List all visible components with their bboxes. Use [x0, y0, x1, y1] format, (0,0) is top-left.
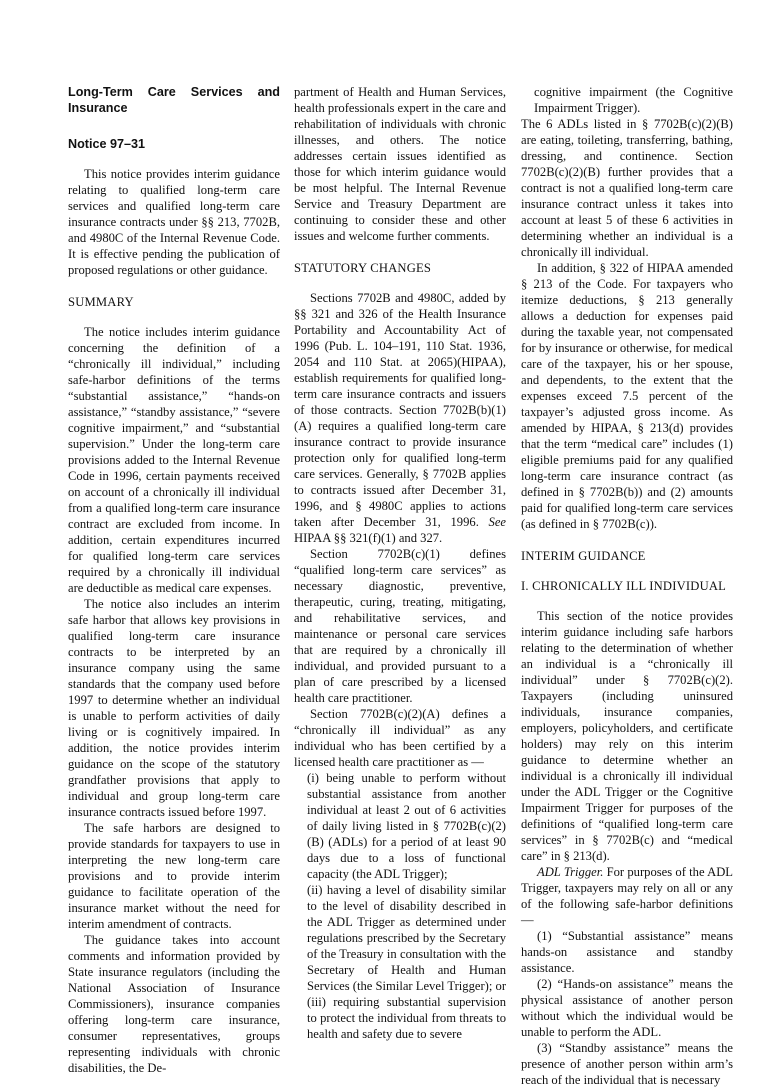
definition: (2) “Hands-on assistance” means the physical assistance of another person without which the individual would be unable to perform the ADL.: [521, 977, 733, 1039]
definition: (3) “Standby assistance” means the presence of another person within arm’s reach of the individual that is necessary: [521, 1041, 733, 1087]
paragraph: The notice also includes an interim safe harbor that allows key provisions in qualified long-term care insurance contracts to be interpreted by an insurance company using the same standards that the company used before 1997 to determine whether an individual is unable to perform activities of daily living or is cognitively impaired. In addition, the notice provides interim guidance on the scope of the statutory grandfather provisions that apply to individual and group long-term care insurance contracts issued before 1997.: [68, 597, 280, 819]
section-heading-interim-guidance: INTERIM GUIDANCE: [521, 549, 646, 563]
run-in-heading: ADL Trigger.: [537, 865, 604, 879]
paragraph: Section 7702B(c)(1) defines “qualified long-term care services” as necessary diagnostic, preventive, therapeutic, curing, treating, mitigating, and rehabilitative services, and maintenance or personal care services that are required by a chronically ill individual, and provided pursuant to a plan of care prescribed by a licensed health care practitioner.: [294, 547, 506, 705]
list-item: (ii) having a level of disability similar to the level of disability described in the ADL Trigger as determined under regulations prescribed by the Secretary of the Treasury in consultation with the Secretary of Health and Human Services (the Similar Level Trigger); or: [307, 883, 507, 993]
paragraph: The 6 ADLs listed in § 7702B(c)(2)(B) are eating, toileting, transferring, bathing, dressing, and continence. Section 7702B(c)(2)(B) further provides that a contract is not a qualified long-term care insurance contract unless it takes into account at least 5 of these 6 activities in determining whether an individual is a chronically ill individual.: [521, 117, 733, 259]
paragraph: Section 7702B(c)(2)(A) defines a “chronically ill individual” as any individual who has been certified by a licensed health care practitioner as —: [294, 707, 506, 769]
paragraph: [521, 864, 733, 928]
paragraph: [294, 290, 506, 546]
section-heading-statutory-changes: STATUTORY CHANGES: [294, 261, 432, 275]
notice-number: Notice 97–31: [68, 137, 146, 151]
citation-signal: See: [488, 515, 506, 529]
paragraph-text: For purposes of the ADL Trigger, taxpayers may rely on all or any of the following safe-harbor definitions —: [521, 865, 733, 927]
paragraph: In addition, § 322 of HIPAA amended § 213 of the Code. For taxpayers who itemize deductions, § 213 generally allows a deduction for expenses paid during the taxable year, not compensated for by insurance or otherwise, for medical care of the taxpayer, his or her spouse, and dependents, to the extent that the expenses exceed 7.5 percent of the taxpayer’s adjusted gross income. As amended by HIPAA, § 213(d) provides that the term “medical care” includes (1) eligible premiums paid for any qualified long-term care insurance contract (as defined in § 7702B(b)) and (2) amounts paid for qualified long-term care services (as defined in § 7702B(c)).: [521, 261, 733, 531]
list-item: (iii) requiring substantial supervision to protect the individual from threats to health and safety due to severe: [307, 995, 506, 1041]
paragraph-text: Sections 7702B and 4980C, added by §§ 321 and 326 of the Health Insurance Portability and Accountability Act of 1996 (Pub. L. 104–191, 110 Stat. 1936, 2054 and 110 Stat. at 2065)(HIPAA), establish requirements for qualified long-term care insurance contracts and issuers of those contracts. Section 7702B(b)(1)(A) requires a qualified long-term care insurance contract to provide insurance protection only for qualified long-term care services. Generally, § 7702B applies to contracts issued after December 31, 1996, and § 4980C applies to actions taken after December 31, 1996.: [294, 291, 506, 529]
paragraph-text: HIPAA §§ 321(f)(1) and 327.: [294, 531, 443, 545]
paragraph: This section of the notice provides interim guidance including safe harbors relating to the determination of whether an individual is a “chronically ill individual” under § 7702B(c)(2). Taxpayers (including uninsured individuals, insurance companies, employers, policyholders, and certificate holders) may rely on this interim guidance to determine whether an individual is a chronically ill individual under the ADL Trigger or the Cognitive Impairment Trigger for purposes of the definitions of “qualified long-term care services” in § 7702B(c) and “medical care” in § 213(d).: [521, 609, 733, 863]
column-3: [521, 84, 733, 1088]
section-heading-summary: SUMMARY: [68, 295, 134, 309]
column-1: [68, 84, 280, 1076]
paragraph: partment of Health and Human Services, health professionals expert in the care and rehabilitation of individuals with chronic illnesses, and others. The notice addresses certain issues identified as those for which interim guidance would be most helpful. The Internal Revenue Service and Treasury Department are continuing to consider these and other issues and welcome further comments.: [294, 85, 506, 243]
column-2: [294, 84, 506, 1042]
definition: (1) “Substantial assistance” means hands-on assistance and standby assistance.: [521, 929, 733, 975]
subsection-heading: I. CHRONICALLY ILL INDIVIDUAL: [521, 579, 727, 593]
paragraph: This notice provides interim guidance relating to qualified long-term care services and qualified long-term care insurance contracts under §§ 213, 7702B, and 4980C of the Internal Revenue Code. It is effective pending the publication of proposed regulations or other guidance.: [68, 167, 280, 277]
paragraph: The guidance takes into account comments and information provided by State insurance regulators (including the National Association of Insurance Commissioners), insurance companies offering long-term care insurance, consumer representatives, groups representing individuals with chronic disabilities, the De-: [68, 933, 280, 1075]
list-item-continued: cognitive impairment (the Cognitive Impairment Trigger).: [534, 85, 733, 115]
paragraph: The safe harbors are designed to provide standards for taxpayers to use in interpreting the new long-term care provisions and to provide interim guidance to facilitate operation of the insurance market without the need for interim amendment of contracts.: [68, 821, 280, 931]
list-item: (i) being unable to perform without substantial assistance from another individual at least 2 out of 6 activities of daily living listed in § 7702B(c)(2)(B) (ADLs) for a period of at least 90 days due to a loss of functional capacity (the ADL Trigger);: [307, 771, 506, 881]
paragraph: The notice includes interim guidance concerning the definition of a “chronically ill individual,” including safe-harbor definitions of the terms “substantial assistance,” “hands-on assistance,” “standby assistance,” “severe cognitive impairment,” and “substantial supervision.” Under the long-term care provisions added to the Internal Revenue Code in 1996, certain payments received on account of a chronically ill individual from a qualified long-term care insurance contract are excluded from income. In addition, certain expenditures incurred for qualified long-term care services required by a chronically ill individual are deductible as medical care expenses.: [68, 325, 280, 595]
article-title: Long-Term Care Services and Insurance: [68, 85, 280, 115]
